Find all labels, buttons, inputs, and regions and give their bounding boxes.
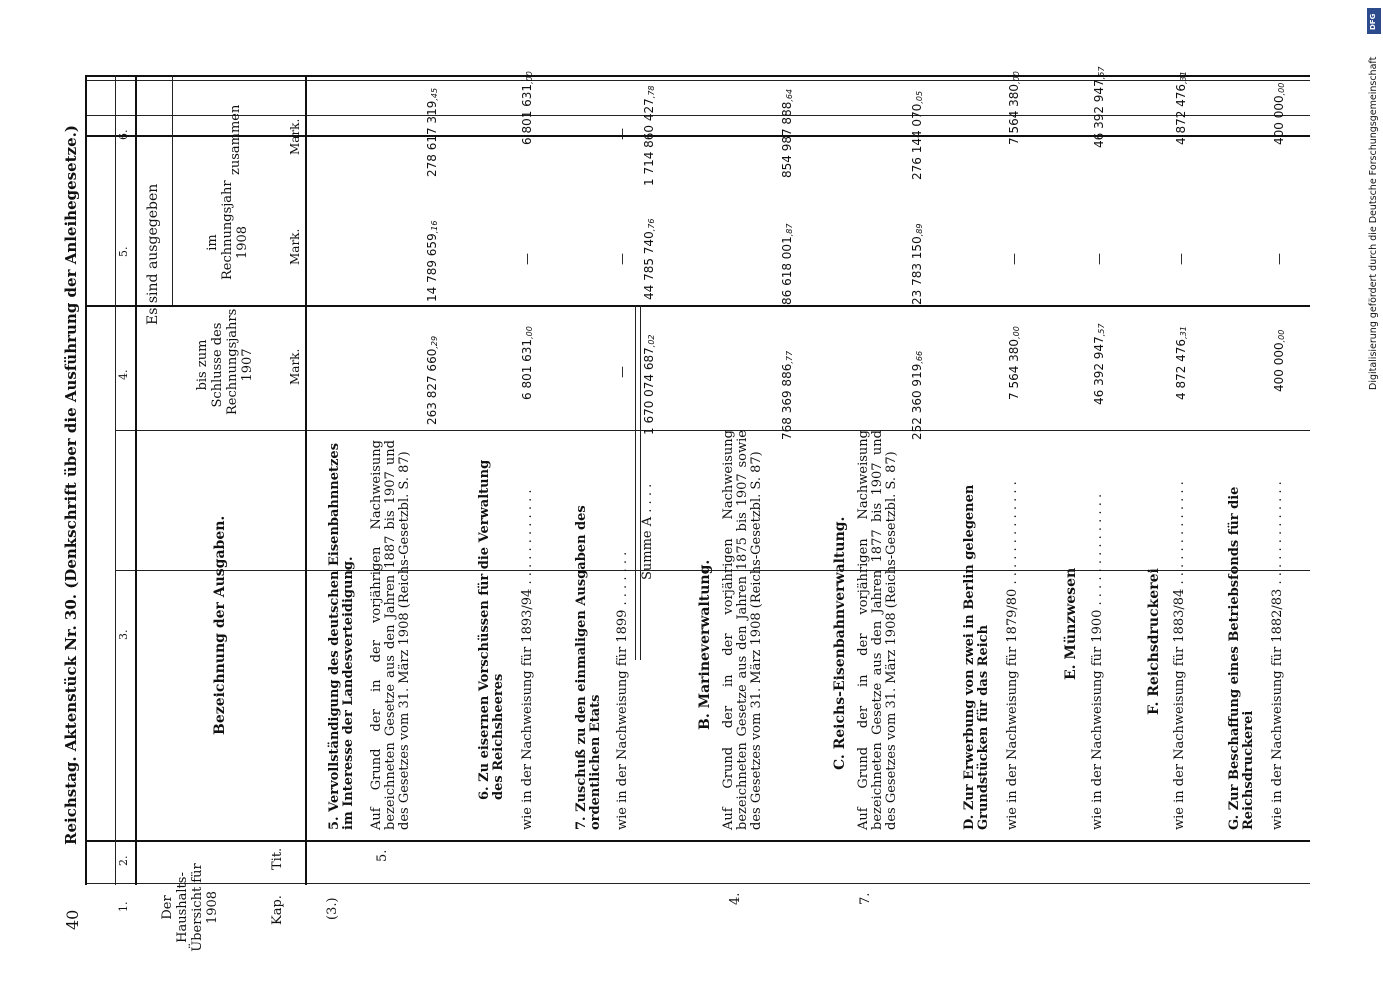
row6-text: wie in der Nachweisung für 1879/80 . . . . . . . . . . . . . xyxy=(1005,481,1020,830)
row7-col6: 46 392 $947_{,57}$ xyxy=(1092,66,1106,148)
row9-heading: G. Zur Beschaffung eines Betriebsfonds für die Reichsdruckerei xyxy=(1227,486,1256,830)
col5-unit: Mark. xyxy=(288,228,302,265)
row4-col5: 86 618 $001_{,87}$ xyxy=(780,223,794,305)
row4-col6: 854 987 $888_{,64}$ xyxy=(780,88,794,178)
row1-col5: 14 789 $659_{,16}$ xyxy=(425,220,439,302)
row3-col6: — xyxy=(615,128,629,140)
table-border-bottom xyxy=(85,840,1310,842)
col12-header: Der Haushalts-Übersicht für 1908 xyxy=(160,863,220,952)
row8-text: wie in der Nachweisung für 1883/84 . . . . . . . . . . . . . xyxy=(1172,481,1187,830)
sum-line-top xyxy=(635,305,636,660)
col-sep-1-2 xyxy=(85,115,1310,116)
row1-kap: (3.) xyxy=(325,897,340,920)
row9-col5: — xyxy=(1272,253,1286,265)
row3-text: wie in der Nachweisung für 1899 . . . . . . . xyxy=(615,551,630,830)
col-sep-header xyxy=(85,80,1310,81)
row3-heading: 7. Zuschuß zu den einmaligen Ausgaben des ordentlichen Etats xyxy=(574,505,603,830)
row2-text: wie in der Nachweisung für 1893/94 . . . . . . . . . . . . xyxy=(520,489,535,830)
dfg-logo: DFG xyxy=(1367,8,1381,34)
row6-col4: 7 564 $380_{,00}$ xyxy=(1007,326,1021,400)
col-sep-4-5 xyxy=(115,430,1310,431)
row8-col5: — xyxy=(1174,253,1188,265)
row4-col4: 768 369 $886_{,77}$ xyxy=(780,350,794,440)
col1-header-kap: Kap. xyxy=(270,895,285,925)
table-border-top xyxy=(85,75,1310,77)
col-sep-2-3 xyxy=(85,135,1310,137)
col-number-6: 6. xyxy=(117,129,130,140)
row6-heading: D. Zur Erwerbung von zwei in Berlin gelegenen Grundstücken für das Reich xyxy=(962,484,991,830)
row5-heading: C. Reichs-Eisenbahnverwaltung. xyxy=(832,516,848,770)
col6-unit: Mark. xyxy=(288,118,302,155)
col6-header: zusammen xyxy=(228,104,243,175)
sum-col6: 1 714 860 $427_{,78}$ xyxy=(642,85,656,186)
col-sep-3-4 xyxy=(85,305,1310,307)
row4-kap: 4. xyxy=(728,892,743,905)
row2-col5: — xyxy=(520,253,534,265)
column-number-row-line xyxy=(115,75,116,885)
row8-col4: 4 872 $476_{,31}$ xyxy=(1174,326,1188,400)
row2-col6: 6 801 $631_{,00}$ xyxy=(520,71,534,145)
col-number-5: 5. xyxy=(117,246,130,257)
row1-tit: 5. xyxy=(375,849,390,862)
col4-header: bis zum Schlusse des Rechnungsjahrs 1907 xyxy=(195,308,255,415)
row7-heading: E. Münzwesen xyxy=(1063,567,1079,680)
row5-col5: 23 783 $150_{,89}$ xyxy=(910,223,924,305)
col4-unit: Mark. xyxy=(288,348,302,385)
row4-text: Auf Grund der in der vorjährigen Nachweisung bezeichneten Gesetze aus den Jahren 1875 bis 1907 sowie des Gesetzes vom 31. März 1908 (Reichs-Gesetzbl. S. 87) xyxy=(721,430,764,830)
sum-col5: 44 785 $740_{,76}$ xyxy=(642,218,656,300)
row4-heading: B. Marineverwaltung. xyxy=(697,559,713,730)
header-row-bottom-line xyxy=(135,75,137,885)
group-header: Es sind ausgegeben xyxy=(145,183,161,325)
header-body-line xyxy=(305,75,307,885)
row9-col4: 400 $000_{,00}$ xyxy=(1272,329,1286,392)
row5-text: Auf Grund der in der vorjährigen Nachweisung bezeichneten Gesetze aus den Jahren 1877 bis 1907 und des Gesetzes vom 31. März 1908 (Reichs-Gesetzbl. S. 87) xyxy=(856,430,899,830)
funding-note: Digitalisierung gefördert durch die Deutsche Forschungsgemeinschaft xyxy=(1368,56,1379,390)
row1-col6: 278 617 $319_{,45}$ xyxy=(425,87,439,177)
row5-col4: 252 360 $919_{,66}$ xyxy=(910,350,924,440)
row6-col6: 7 564 $380_{,00}$ xyxy=(1007,71,1021,145)
col3-header: Bezeichnung der Ausgaben. xyxy=(212,515,228,735)
row1-text: Auf Grund der in der vorjährigen Nachweisung bezeichneten Gesetze aus den Jahren 1887 bis 1907 und des Gesetzes vom 31. März 1908 (Reichs-Gesetzbl. S. 87) xyxy=(369,440,412,830)
col-number-3: 3. xyxy=(117,629,130,640)
col5-header: im Rechnungsjahr 1908 xyxy=(205,180,250,280)
table-border-bottom-inner xyxy=(85,883,1310,884)
group-header-line xyxy=(172,75,173,305)
sum-line-bottom xyxy=(640,305,641,660)
row9-col6: 400 $000_{,00}$ xyxy=(1272,82,1286,145)
row5-kap: 7. xyxy=(858,892,873,905)
col-number-1: 1. xyxy=(117,901,130,912)
row3-col4: — xyxy=(615,366,629,378)
row6-col5: — xyxy=(1007,253,1021,265)
row1-col4: 263 827 $660_{,29}$ xyxy=(425,335,439,425)
page-number: 40 xyxy=(63,909,82,930)
row7-text: wie in der Nachweisung für 1900 . . . . . . . . . . . . . . xyxy=(1090,493,1105,830)
row5-col6: 276 144 $070_{,05}$ xyxy=(910,90,924,180)
sum-col4: 1 670 074 $687_{,02}$ xyxy=(642,334,656,435)
sum-label: Summe A . . . . xyxy=(640,483,655,580)
col-number-4: 4. xyxy=(117,369,130,380)
row7-col5: — xyxy=(1092,253,1106,265)
row7-col4: 46 392 $947_{,57}$ xyxy=(1092,323,1106,405)
row8-col6: 4 872 $476_{,31}$ xyxy=(1174,71,1188,145)
row2-heading: 6. Zu eisernen Vorschüssen für die Verwaltung des Reichsheeres xyxy=(477,459,506,800)
row2-col4: 6 801 $631_{,00}$ xyxy=(520,326,534,400)
row9-text: wie in der Nachweisung für 1882/83 . . . . . . . . . . . . . xyxy=(1270,481,1285,830)
row1-heading: 5. Vervollständigung des deutschen Eisenbahnnetzes im Interesse der Landesverteidigung. xyxy=(327,442,356,830)
header-underline xyxy=(85,75,87,885)
row8-heading: F. Reichsdruckerei xyxy=(1146,568,1162,715)
col2-header-tit: Tit. xyxy=(270,847,285,870)
row3-col5: — xyxy=(615,253,629,265)
col-number-2: 2. xyxy=(117,855,130,866)
page-title: Reichstag. Aktenstück Nr. 30. (Denkschrift über die Ausführung der Anleihegesetze.) xyxy=(62,125,80,845)
